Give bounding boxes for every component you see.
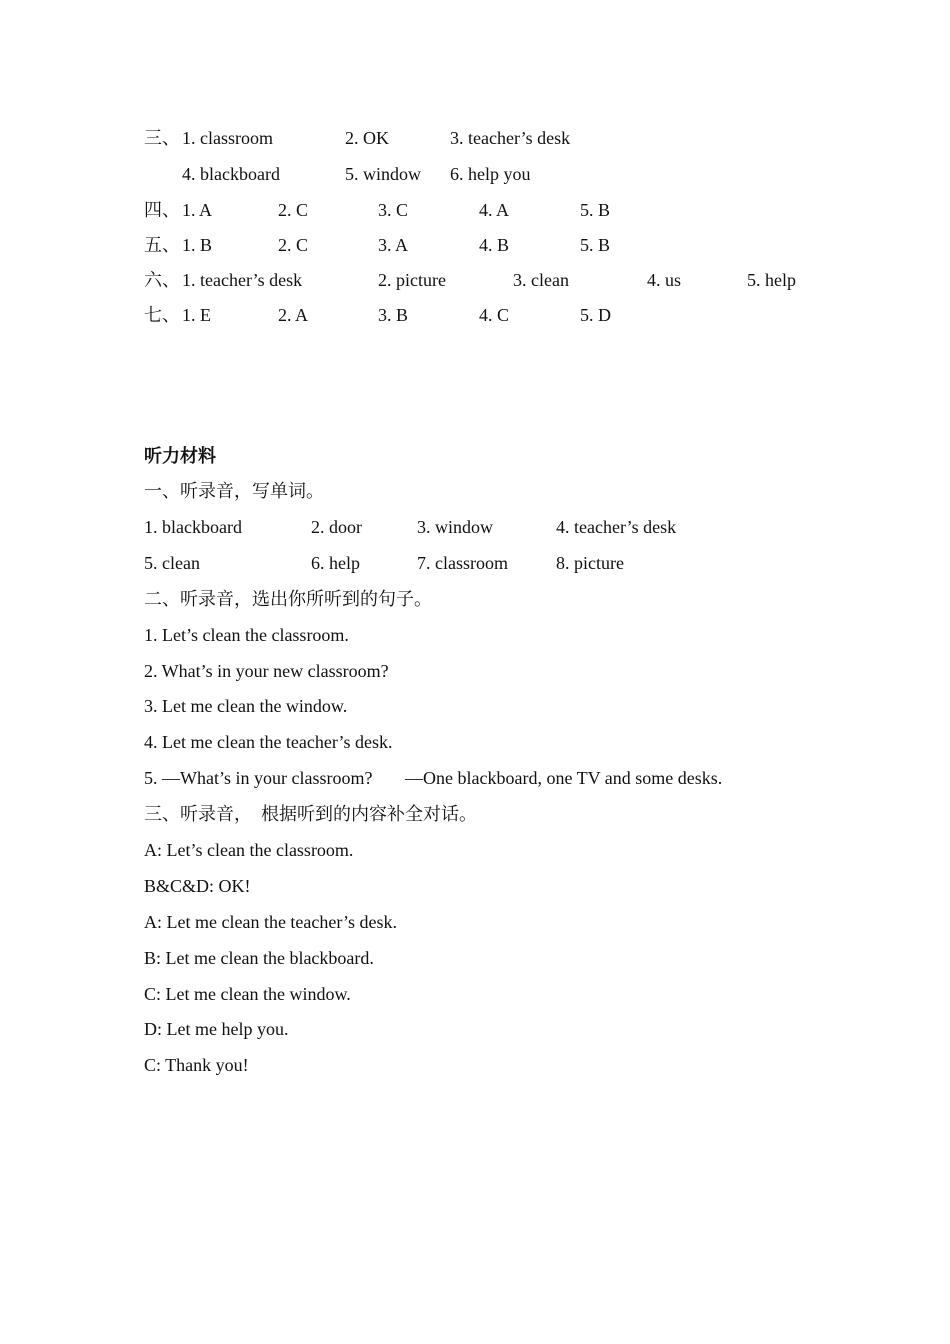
word-item: 1. blackboard	[144, 517, 242, 537]
dialogue-text: B: Let me clean the blackboard.	[144, 948, 374, 968]
answer-item: 5. B	[580, 200, 611, 220]
answer-item: 5. window	[345, 164, 421, 184]
part2-heading-line	[0, 586, 950, 612]
sentence-line	[0, 765, 950, 791]
sentence-line	[0, 729, 950, 755]
word-item: 6. help	[311, 553, 360, 573]
answer-row-san-2	[0, 161, 950, 187]
answer-item: 6. help you	[450, 164, 531, 184]
word-item: 4. teacher’s desk	[556, 517, 677, 537]
answer-item: 4. us	[647, 270, 682, 290]
sentence: 4. Let me clean the teacher’s desk.	[144, 732, 393, 752]
sentence-answer: —One blackboard, one TV and some desks.	[405, 768, 723, 788]
answer-item: 2. picture	[378, 270, 446, 290]
sentence-line	[0, 658, 950, 684]
listening-title-line	[0, 443, 950, 469]
dialogue-text: D: Let me help you.	[144, 1019, 289, 1039]
dialogue-line	[0, 1052, 950, 1078]
word-item: 5. clean	[144, 553, 200, 573]
answer-item: 2. C	[278, 235, 309, 255]
section-label: 七、	[144, 305, 180, 325]
answer-row-si	[0, 197, 950, 223]
answer-item: 4. B	[479, 235, 510, 255]
sentence-question: 5. —What’s in your classroom?	[144, 768, 373, 788]
word-item: 8. picture	[556, 553, 624, 573]
answer-item: 2. A	[278, 305, 309, 325]
dialogue-line	[0, 1016, 950, 1042]
answer-row-liu	[0, 267, 950, 293]
answer-item: 5. D	[580, 305, 611, 325]
answer-row-wu	[0, 232, 950, 258]
dialogue-text: C: Thank you!	[144, 1055, 249, 1075]
answer-item: 1. A	[182, 200, 213, 220]
part2-heading: 二、听录音，选出你所听到的句子。	[144, 589, 432, 609]
dialogue-text: A: Let’s clean the classroom.	[144, 840, 354, 860]
answer-item: 4. C	[479, 305, 510, 325]
sentence-line	[0, 693, 950, 719]
word-item: 2. door	[311, 517, 362, 537]
dialogue-text: B&C&D: OK!	[144, 876, 251, 896]
section-label: 四、	[144, 200, 180, 220]
answer-item: 3. teacher’s desk	[450, 128, 571, 148]
dialogue-text: A: Let me clean the teacher’s desk.	[144, 912, 398, 932]
answer-item: 2. C	[278, 200, 309, 220]
answer-item: 5. help	[747, 270, 796, 290]
answer-row-san-1	[0, 125, 950, 151]
section-label: 六、	[144, 270, 180, 290]
answer-item: 3. C	[378, 200, 409, 220]
dialogue-line	[0, 837, 950, 863]
part3-heading: 三、听录音， 根据听到的内容补全对话。	[144, 804, 477, 824]
part1-row-2	[0, 550, 950, 576]
answer-item: 3. B	[378, 305, 409, 325]
answer-item: 1. B	[182, 235, 213, 255]
part3-heading-line	[0, 801, 950, 827]
answer-item: 3. clean	[513, 270, 569, 290]
answer-item: 1. E	[182, 305, 211, 325]
answer-item: 4. blackboard	[182, 164, 280, 184]
dialogue-line	[0, 945, 950, 971]
sentence: 3. Let me clean the window.	[144, 696, 348, 716]
answer-item: 3. A	[378, 235, 409, 255]
part1-row-1	[0, 514, 950, 540]
answer-item: 4. A	[479, 200, 510, 220]
answer-item: 5. B	[580, 235, 611, 255]
section-label: 三、	[144, 128, 180, 148]
word-item: 7. classroom	[417, 553, 508, 573]
answer-row-qi	[0, 302, 950, 328]
part1-heading: 一、听录音，写单词。	[144, 481, 324, 501]
sentence: 1. Let’s clean the classroom.	[144, 625, 349, 645]
answer-item: 1. classroom	[182, 128, 273, 148]
sentence-line	[0, 622, 950, 648]
dialogue-line	[0, 873, 950, 899]
answer-item: 1. teacher’s desk	[182, 270, 303, 290]
section-label: 五、	[144, 235, 180, 255]
dialogue-text: C: Let me clean the window.	[144, 984, 351, 1004]
sentence: 2. What’s in your new classroom?	[144, 661, 389, 681]
dialogue-line	[0, 909, 950, 935]
dialogue-line	[0, 981, 950, 1007]
answer-item: 2. OK	[345, 128, 389, 148]
listening-title: 听力材料	[144, 446, 216, 466]
part1-heading-line	[0, 478, 950, 504]
word-item: 3. window	[417, 517, 493, 537]
